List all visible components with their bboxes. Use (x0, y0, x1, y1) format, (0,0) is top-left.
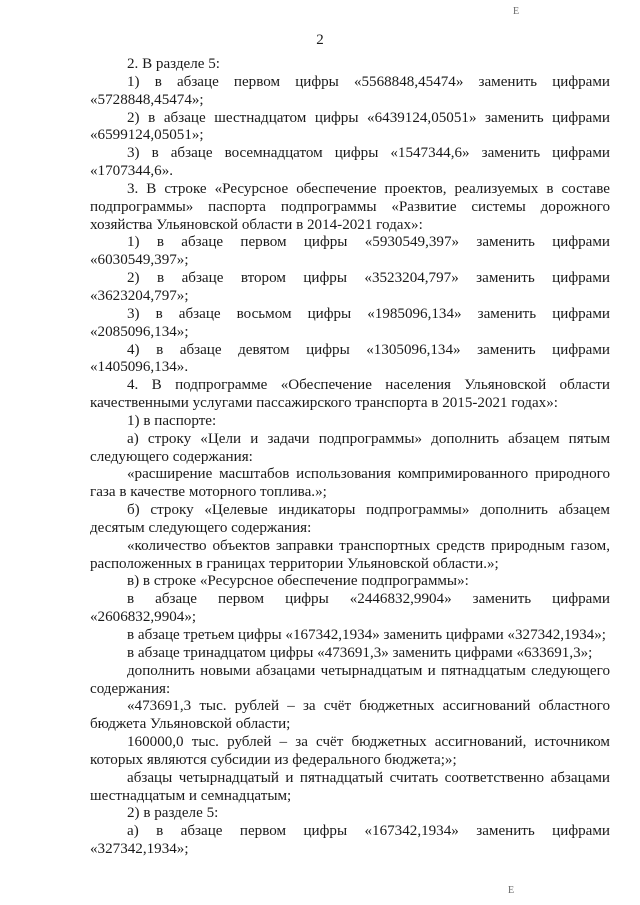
paragraph: 4) в абзаце девятом цифры «1305096,134» заменить цифрами «1405096,134». (90, 341, 610, 376)
paragraph: 3) в абзаце восемнадцатом цифры «1547344,6» заменить цифрами «1707344,6». (90, 145, 610, 180)
paragraph: а) строку «Цели и задачи подпрограммы» дополнить абзацем пятым следующего содержания: (90, 430, 610, 465)
paragraph: «473691,3 тыс. рублей – за счёт бюджетных ассигнований областного бюджета Ульяновской области; (90, 698, 610, 733)
paragraph: 1) в паспорте: (127, 412, 217, 429)
paragraph: «количество объектов заправки транспортных средств природным газом, расположенных в границах территории Ульяновской области.»; (90, 537, 610, 572)
paragraph: 2) в абзаце шестнадцатом цифры «6439124,05051» заменить цифрами «6599124,05051»; (90, 109, 610, 144)
page-number: 2 (316, 32, 324, 48)
paragraph: «расширение масштабов использования компримированного природного газа в качестве моторного топлива.»; (90, 466, 610, 501)
paragraph: в) в строке «Ресурсное обеспечение подпрограммы»: (127, 573, 469, 590)
paragraph: 2. В разделе 5: (127, 56, 220, 72)
paragraph: 1) в абзаце первом цифры «5568848,45474» заменить цифрами «5728848,45474»; (90, 73, 610, 108)
paragraph: в абзаце первом цифры «2446832,9904» заменить цифрами «2606832,9904»; (90, 591, 610, 626)
paragraph: 4. В подпрограмме «Обеспечение населения Ульяновской области качественными услугами пассажирского транспорта в 2015-2021 годах»: (90, 377, 610, 412)
paragraph: 160000,0 тыс. рублей – за счёт бюджетных ассигнований, источником которых являются субсидии из федерального бюджета;»; (90, 734, 610, 768)
paragraph: 2) в абзаце втором цифры «3523204,797» заменить цифрами «3623204,797»; (90, 270, 610, 304)
paragraph: дополнить новыми абзацами четырнадцатым и пятнадцатым следующего содержания: (90, 662, 610, 697)
paragraph: 2) в разделе 5: (127, 805, 219, 822)
paragraph: 1) в абзаце первом цифры «5930549,397» заменить цифрами «6030549,397»; (90, 234, 610, 269)
paragraph: в абзаце тринадцатом цифры «473691,3» заменить цифрами «633691,3»; (127, 644, 593, 661)
paragraph: абзацы четырнадцатый и пятнадцатый считать соответственно абзацами шестнадцатым и семнадцатым; (90, 769, 610, 804)
paragraph: 3. В строке «Ресурсное обеспечение проектов, реализуемых в составе подпрограммы» паспорта подпрограммы «Развитие системы дорожного хозяйства Ульяновской области в 2014-2021 годах»: (90, 180, 610, 233)
corner-mark-bottom: Е (508, 885, 515, 896)
body-text (90, 56, 610, 859)
paragraph: в абзаце третьем цифры «167342,1934» заменить цифрами «327342,1934»; (127, 627, 606, 643)
paragraph: 3) в абзаце восьмом цифры «1985096,134» заменить цифрами «2085096,134»; (90, 305, 610, 340)
paragraph: а) в абзаце первом цифры «167342,1934» заменить цифрами «327342,1934»; (90, 823, 610, 858)
paragraph: б) строку «Целевые индикаторы подпрограммы» дополнить абзацем десятым следующего содержания: (90, 502, 610, 536)
corner-mark-top: Е (513, 6, 520, 17)
